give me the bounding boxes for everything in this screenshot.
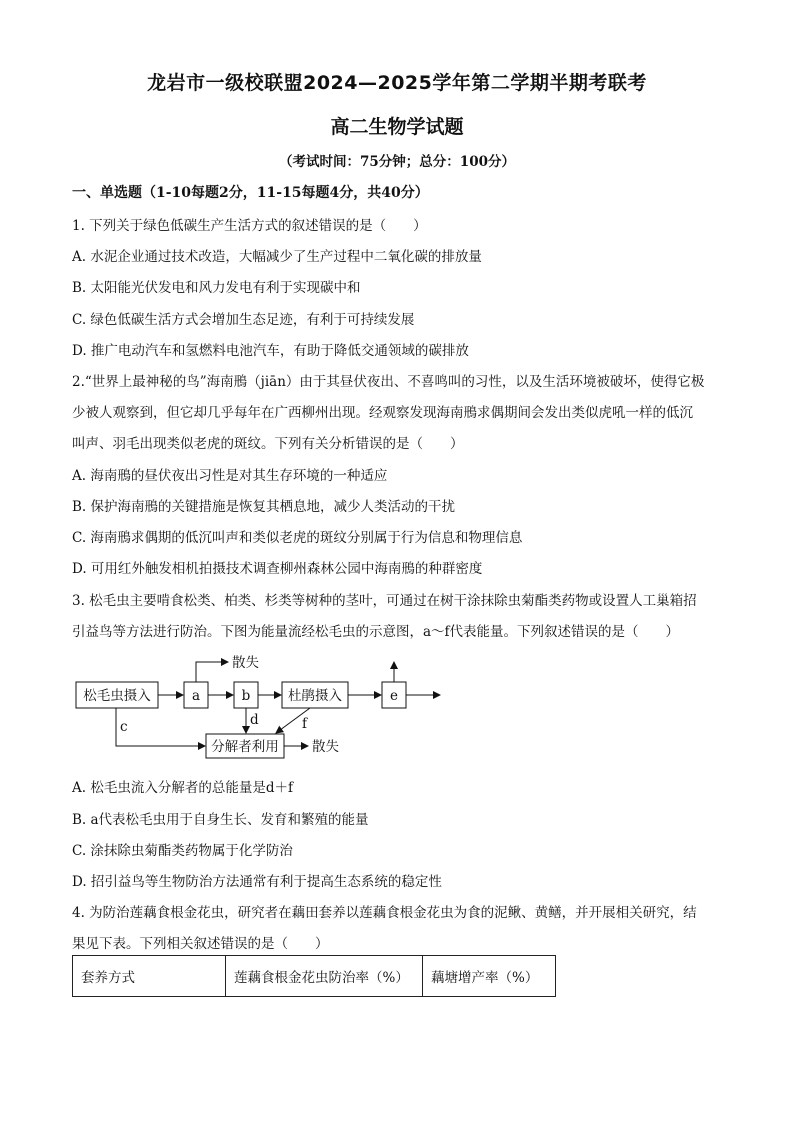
label-d: d <box>250 712 259 728</box>
q3-option-d: D. 招引益鸟等生物防治方法通常有利于提高生态系统的稳定性 <box>72 874 442 890</box>
energy-flow-diagram <box>70 650 450 760</box>
q2-stem-line-2: 少被人观察到，但它却几乎每年在广西柳州出现。经观察发现海南鳽求偶期间会发出类似虎吼一样的低沉 <box>72 405 693 421</box>
q1-stem: 1. 下列关于绿色低碳生产生活方式的叙述错误的是（ ） <box>72 218 427 234</box>
q4-stem-line-1: 4. 为防治莲藕食根金花虫，研究者在藕田套养以莲藕食根金花虫为食的泥鳅、黄鳝，并开展相关研究，结 <box>72 905 697 921</box>
q3-stem-line-2: 引益鸟等方法进行防治。下图为能量流经松毛虫的示意图，a～f代表能量。下列叙述错误的是（ ） <box>72 624 680 640</box>
table-header-cell: 藕塘增产率（%） <box>423 956 556 997</box>
table-header-cell: 莲藕食根金花虫防治率（%） <box>226 956 423 997</box>
exam-info: （考试时间：75分钟；总分：100分） <box>279 154 515 170</box>
q3-stem-line-1: 3. 松毛虫主要啃食松类、柏类、杉类等树种的茎叶，可通过在树干涂抹除虫菊酯类药物或设置人工巢箱招 <box>72 593 697 609</box>
table-header-cell: 套养方式 <box>73 956 226 997</box>
q3-option-c: C. 涂抹除虫菊酯类药物属于化学防治 <box>72 843 293 859</box>
table-header-row <box>73 956 556 997</box>
section-title: 一、单选题（1-10每题2分，11-15每题4分，共40分） <box>72 185 429 201</box>
label-intake: 松毛虫摄入 <box>83 688 151 704</box>
q1-option-d: D. 推广电动汽车和氢燃料电池汽车，有助于降低交通领域的碳排放 <box>72 343 469 359</box>
q2-option-b: B. 保护海南鳽的关键措施是恢复其栖息地，减少人类活动的干扰 <box>72 499 456 515</box>
label-e: e <box>390 688 398 704</box>
q4-stem-line-2: 果见下表。下列相关叙述错误的是（ ） <box>72 936 329 952</box>
label-f: f <box>302 716 307 732</box>
q2-option-d: D. 可用红外触发相机拍摄技术调查柳州森林公园中海南鳽的种群密度 <box>72 561 483 577</box>
q2-option-c: C. 海南鳽求偶期的低沉叫声和类似老虎的斑纹分别属于行为信息和物理信息 <box>72 530 523 546</box>
label-c: c <box>120 719 128 735</box>
label-b: b <box>241 688 251 704</box>
label-a: a <box>191 688 201 704</box>
q3-option-b: B. a代表松毛虫用于自身生长、发育和繁殖的能量 <box>72 812 369 828</box>
label-loss-bottom: 散失 <box>312 739 339 755</box>
q4-table <box>72 955 556 997</box>
q2-stem-line-3: 叫声、羽毛出现类似老虎的斑纹。下列有关分析错误的是（ ） <box>72 436 464 452</box>
label-decomposer: 分解者利用 <box>211 739 279 755</box>
q1-option-a: A. 水泥企业通过技术改造，大幅减少了生产过程中二氧化碳的排放量 <box>72 249 482 265</box>
q2-stem-line-1: 2.“世界上最神秘的鸟”海南鳽（jiān）由于其昼伏夜出、不喜鸣叫的习性，以及生活环境被破坏，使得它极 <box>72 374 705 390</box>
label-cuckoo: 杜鹃摄入 <box>288 688 342 704</box>
q1-option-c: C. 绿色低碳生活方式会增加生态足迹，有利于可持续发展 <box>72 312 415 328</box>
q2-option-a: A. 海南鳽的昼伏夜出习性是对其生存环境的一种适应 <box>72 468 388 484</box>
exam-title: 龙岩市一级校联盟2024—2025学年第二学期半期考联考 <box>147 72 647 94</box>
label-loss-top: 散失 <box>232 655 259 671</box>
q3-option-a: A. 松毛虫流入分解者的总能量是d＋f <box>72 780 293 796</box>
q1-option-b: B. 太阳能光伏发电和风力发电有利于实现碳中和 <box>72 280 361 296</box>
exam-subtitle: 高二生物学试题 <box>330 116 464 138</box>
